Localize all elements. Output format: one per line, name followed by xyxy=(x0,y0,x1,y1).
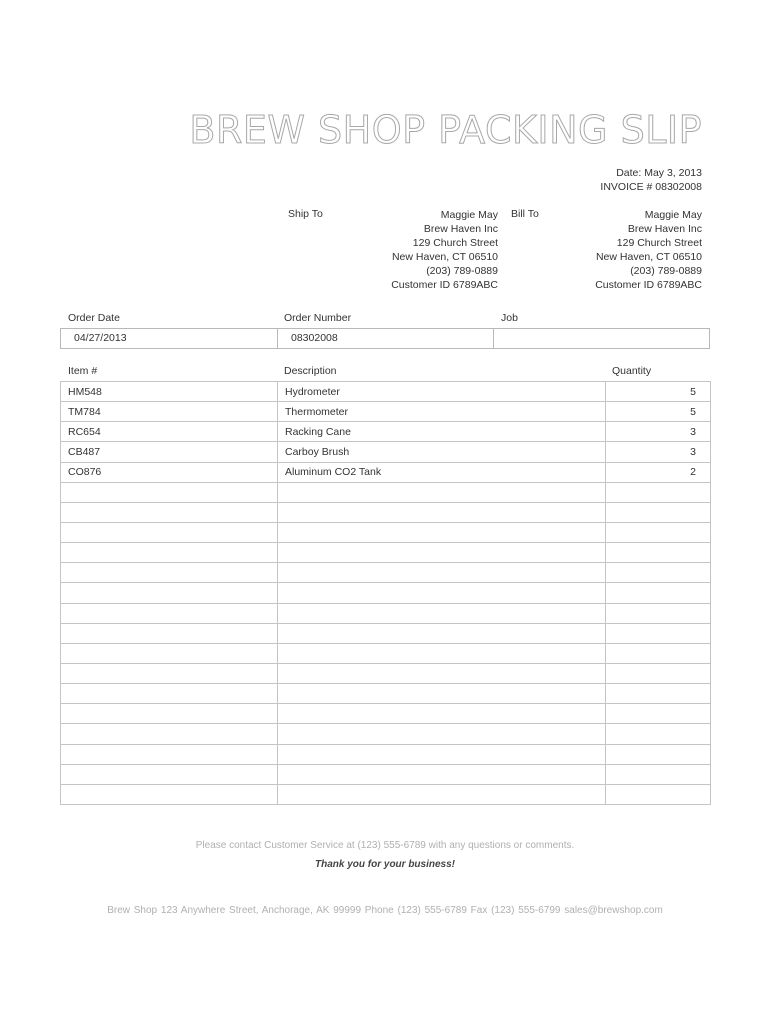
table-row xyxy=(61,603,711,623)
item-number-cell: HM548 xyxy=(61,382,278,402)
table-row xyxy=(61,462,711,482)
order-date-header: Order Date xyxy=(68,312,120,324)
ship-to-customer-id: Customer ID 6789ABC xyxy=(391,279,498,291)
quantity-cell xyxy=(606,684,711,704)
quantity-cell xyxy=(606,744,711,764)
quantity-cell xyxy=(606,502,711,522)
table-row xyxy=(61,764,711,784)
bill-to-city: New Haven, CT 06510 xyxy=(595,251,702,263)
quantity-cell: 5 xyxy=(606,402,711,422)
item-number-cell: CB487 xyxy=(61,442,278,462)
quantity-cell xyxy=(606,482,711,502)
invoice-date: Date: May 3, 2013 xyxy=(616,167,702,179)
quantity-cell: 3 xyxy=(606,422,711,442)
description-cell: Carboy Brush xyxy=(278,442,606,462)
table-row xyxy=(61,623,711,643)
bill-to-street: 129 Church Street xyxy=(616,237,702,249)
item-number-cell: RC654 xyxy=(61,422,278,442)
quantity-cell xyxy=(606,603,711,623)
bill-to-address xyxy=(595,208,702,292)
ship-to-label: Ship To xyxy=(288,208,323,220)
table-row xyxy=(61,663,711,683)
footer-address: Brew Shop 123 Anywhere Street, Anchorage, AK 99999 Phone (123) 555-6789 Fax (123) 555-6799 sales@brewshop.com xyxy=(107,905,663,916)
quantity-cell xyxy=(606,563,711,583)
bill-to-company: Brew Haven Inc xyxy=(627,223,702,235)
table-row xyxy=(61,684,711,704)
table-row xyxy=(61,744,711,764)
quantity-cell xyxy=(606,623,711,643)
description-cell xyxy=(278,643,606,663)
table-row xyxy=(61,522,711,542)
description-cell: Hydrometer xyxy=(278,382,606,402)
quantity-cell xyxy=(606,522,711,542)
quantity-header: Quantity xyxy=(612,365,652,377)
table-row xyxy=(61,502,711,522)
description-cell xyxy=(278,663,606,683)
description-cell xyxy=(278,583,606,603)
quantity-cell: 2 xyxy=(606,462,711,482)
footer-thanks: Thank you for your business! xyxy=(314,859,456,870)
document-title: BREW SHOP PACKING SLIP xyxy=(189,108,702,152)
table-row xyxy=(61,563,711,583)
description-cell xyxy=(278,522,606,542)
job-value xyxy=(494,329,709,348)
quantity-cell: 5 xyxy=(606,382,711,402)
ship-to-address xyxy=(391,208,498,292)
quantity-cell xyxy=(606,704,711,724)
items-table xyxy=(60,381,711,805)
quantity-cell xyxy=(606,543,711,563)
footer-contact: Please contact Customer Service at (123) 555-6789 with any questions or comments. xyxy=(195,840,575,851)
bill-to-name: Maggie May xyxy=(644,209,702,221)
description-header: Description xyxy=(284,365,337,377)
invoice-meta xyxy=(600,166,702,194)
item-number-cell xyxy=(61,784,278,804)
quantity-cell xyxy=(606,643,711,663)
description-cell xyxy=(278,502,606,522)
ship-to-name: Maggie May xyxy=(440,209,498,221)
quantity-cell xyxy=(606,663,711,683)
ship-to-street: 129 Church Street xyxy=(412,237,498,249)
table-row xyxy=(61,543,711,563)
item-number-cell xyxy=(61,704,278,724)
item-number-header: Item # xyxy=(68,365,98,377)
description-cell xyxy=(278,684,606,704)
bill-to-label: Bill To xyxy=(511,208,539,220)
item-number-cell xyxy=(61,482,278,502)
order-number-header: Order Number xyxy=(284,312,352,324)
item-number-cell xyxy=(61,684,278,704)
ship-to-company: Brew Haven Inc xyxy=(423,223,498,235)
item-number-cell xyxy=(61,643,278,663)
quantity-cell xyxy=(606,784,711,804)
description-cell xyxy=(278,482,606,502)
table-row xyxy=(61,402,711,422)
description-cell xyxy=(278,543,606,563)
table-row xyxy=(61,643,711,663)
quantity-cell xyxy=(606,764,711,784)
table-row xyxy=(61,724,711,744)
ship-to-city: New Haven, CT 06510 xyxy=(391,251,498,263)
ship-to-phone: (203) 789-0889 xyxy=(426,265,498,277)
bill-to-phone: (203) 789-0889 xyxy=(630,265,702,277)
description-cell xyxy=(278,563,606,583)
item-number-cell xyxy=(61,583,278,603)
description-cell: Thermometer xyxy=(278,402,606,422)
order-number-value: 08302008 xyxy=(278,329,494,348)
description-cell xyxy=(278,724,606,744)
table-row xyxy=(61,442,711,462)
item-number-cell: CO876 xyxy=(61,462,278,482)
description-cell xyxy=(278,764,606,784)
item-number-cell xyxy=(61,603,278,623)
description-cell: Racking Cane xyxy=(278,422,606,442)
quantity-cell: 3 xyxy=(606,442,711,462)
quantity-cell xyxy=(606,724,711,744)
description-cell xyxy=(278,603,606,623)
table-row xyxy=(61,482,711,502)
item-number-cell xyxy=(61,522,278,542)
table-row xyxy=(61,583,711,603)
table-row xyxy=(61,784,711,804)
order-info-row xyxy=(60,328,710,349)
item-number-cell xyxy=(61,623,278,643)
item-number-cell xyxy=(61,724,278,744)
item-number-cell xyxy=(61,502,278,522)
description-cell: Aluminum CO2 Tank xyxy=(278,462,606,482)
job-header: Job xyxy=(501,312,518,324)
table-row xyxy=(61,422,711,442)
item-number-cell xyxy=(61,663,278,683)
table-row xyxy=(61,704,711,724)
quantity-cell xyxy=(606,583,711,603)
order-date-value: 04/27/2013 xyxy=(61,329,278,348)
item-number-cell xyxy=(61,744,278,764)
item-number-cell xyxy=(61,543,278,563)
item-number-cell: TM784 xyxy=(61,402,278,422)
table-row xyxy=(61,382,711,402)
item-number-cell xyxy=(61,563,278,583)
invoice-number: INVOICE # 08302008 xyxy=(600,181,702,193)
description-cell xyxy=(278,784,606,804)
description-cell xyxy=(278,704,606,724)
description-cell xyxy=(278,623,606,643)
item-number-cell xyxy=(61,764,278,784)
bill-to-customer-id: Customer ID 6789ABC xyxy=(595,279,702,291)
description-cell xyxy=(278,744,606,764)
